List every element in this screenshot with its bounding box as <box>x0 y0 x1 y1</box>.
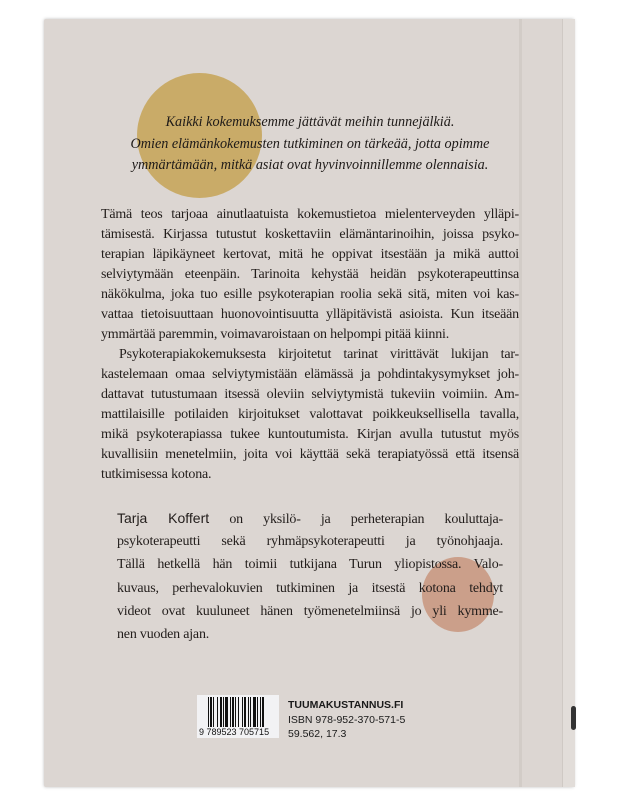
text-line: tämisestä. Kirjassa tutustut koskettaviin elämäntarinoihin, joissa psyko- <box>101 227 519 242</box>
quote-line: Omien elämänkokemusten tutkiminen on tärkeää, jotta opimme <box>130 135 490 152</box>
description-paragraph-2 <box>101 345 519 485</box>
barcode-bar <box>257 697 258 727</box>
barcode-bar <box>225 697 228 727</box>
author-name: Tarja Koffert <box>117 510 210 526</box>
cover-hinge <box>519 19 522 787</box>
book-spine-edge <box>562 19 575 787</box>
quote-line: Kaikki kokemuksemme jättävät meihin tunnejälkiä. <box>165 114 455 130</box>
text-line: psykoterapeutti sekä ryhmäpsykoterapeutti ja työnohjaaja. <box>117 534 503 550</box>
text-line: videot ovat kuuluneet hänen työmenetelmiinsä jo yli kymme- <box>117 603 503 619</box>
text-line: nen vuoden ajan. <box>117 626 210 642</box>
barcode-bar <box>248 697 249 727</box>
barcode-bar <box>253 697 256 727</box>
barcode-number: 9 789523 705715 <box>199 727 270 737</box>
barcode-bar <box>217 697 218 727</box>
quote-line: ymmärtämään, mitkä asiat ovat hyvinvoinnillemme olennaisia. <box>131 157 489 173</box>
text-line: Psykoterapiakokemuksesta kirjoitetut tarinat virittävät lukijan tar- <box>119 347 519 362</box>
text-line: Tämä teos tarjoaa ainutlaatuista kokemustietoa mielenterveyden ylläpi- <box>101 207 519 222</box>
barcode-bar <box>238 697 239 727</box>
barcode-bar <box>213 697 214 727</box>
publisher-info <box>288 698 405 742</box>
barcode-bar <box>230 697 231 727</box>
barcode-bar <box>232 697 234 727</box>
author-bio <box>117 507 503 646</box>
text-line: dattavat tutustumaan itsessä oleviin selviytymistä tukeviin voimiin. Am- <box>101 387 519 402</box>
barcode-bar <box>210 697 212 727</box>
barcode-bar <box>235 697 236 727</box>
text-line: näkökulma, joka tuo esille psykoterapian roolia sekä sitä, miten voi kas- <box>101 287 519 302</box>
text-line: vattaa tietoisuuttaan huonovointisuutta ylläpitävistä asioista. Kun itseään <box>101 307 519 322</box>
text-line <box>117 507 503 530</box>
barcode-bar <box>262 697 264 727</box>
publisher-website: TUUMAKUSTANNUS.FI <box>288 699 404 711</box>
spine-mark <box>571 706 576 730</box>
barcode-bar <box>220 697 222 727</box>
text-line: kastelemaan omaa selviytymistään elämässä ja pohdintakysymykset joh- <box>101 367 519 382</box>
author-bio-text: on yksilö- ja perheterapian kouluttaja- <box>229 512 503 527</box>
barcode-bar <box>242 697 243 727</box>
classification: 59.562, 17.3 <box>288 728 347 740</box>
barcode-bar <box>244 697 246 727</box>
barcode-bar <box>208 697 209 727</box>
description-paragraph-1 <box>101 205 519 345</box>
text-line: mattilaisille potilaiden kirjoitukset valottavat poikkeuksellisella tavalla, <box>101 407 519 422</box>
barcode-bar <box>260 697 261 727</box>
text-line: tutkimisessa kotona. <box>101 467 212 482</box>
barcode-bar <box>250 697 251 727</box>
text-line: mikä psykoterapiassa tukee kuntoutumista. Kirjan avulla tutustut myös <box>101 427 519 442</box>
barcode-bar <box>223 697 224 727</box>
text-line: terapian läpikäyneet kertovat, mitä he oppivat itsestään ja mikä auttoi <box>101 247 519 262</box>
text-line: kuvallisiin menetelmiin, joita voi käyttää sekä terapiatyössä että itsensä <box>101 447 519 462</box>
barcode <box>208 697 278 727</box>
isbn: ISBN 978-952-370-571-5 <box>288 713 406 726</box>
book-description <box>101 205 519 485</box>
tagline-quote <box>110 112 510 177</box>
text-line: selviytymään eteenpäin. Tarinoita kehystää heidän psykoterapeuttinsa <box>101 267 519 282</box>
text-line: Tällä hetkellä hän toimii tutkijana Turun yliopistossa. Valo- <box>117 557 503 573</box>
text-line: kuvaus, perhevalokuvien tutkiminen ja itsestä kotona tehdyt <box>117 580 503 596</box>
text-line: ymmärtää paremmin, voimavaroistaan on helpompi pitää kiinni. <box>101 327 450 342</box>
